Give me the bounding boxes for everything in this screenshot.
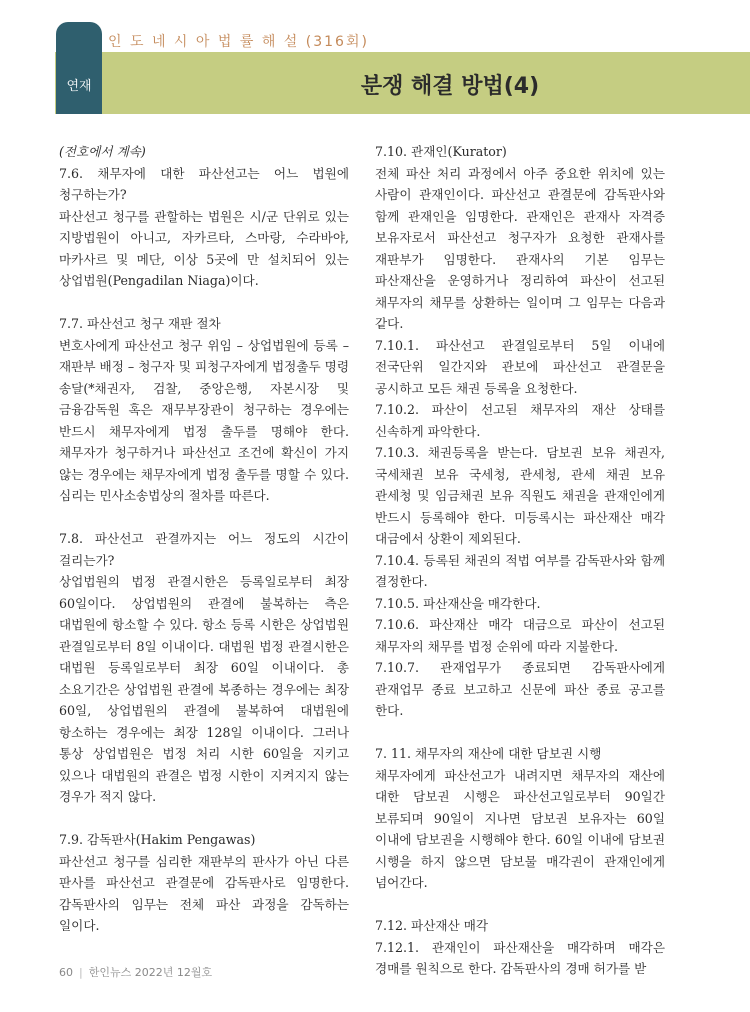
paragraph-gap: [59, 292, 349, 314]
paragraph: 7.10.4. 등록된 채권의 적법 여부를 감독판사와 함께 결정한다.: [375, 552, 665, 589]
paragraph: 상업법원의 법정 관결시한은 등록일로부터 최장 60일이다. 상업법원의 관결에 불복하는 측은 대법원에 항소할 수 있다. 항소 등록 시한은 상업법원 관결일로부터 8일 이내이다. 대법원 법정 관결시한은 대법원 등록일로부터 최장 60일 이내이다. 총 소요기간은 상업법원 관결에 복종하는 경우에는 최장 60일, 상업법원의 관결에 불복하여 대법원에 항소하는 경우에는 최장 128일 이내이다. 그러나 통상 상업법원은 법정 처리 시한 60일을 지키고 있으나 대법원의 관결은 법정 시한이 지켜지지 않는 경우가 적지 않다.: [59, 574, 349, 804]
paragraph: 7.7. 파산선고 청구 재판 절차: [59, 316, 221, 331]
paragraph: 7.9. 감독판사(Hakim Pengawas): [59, 832, 256, 847]
paragraph: 7.12.1. 관재인이 파산재산을 매각하며 매각은 경매를 원칙으로 한다. 감독판사의 경매 허가를 받: [375, 939, 665, 976]
paragraph-gap: [59, 808, 349, 830]
page-footer: [59, 964, 212, 980]
paragraph: 7.10.2. 파산이 선고된 채무자의 재산 상태를 신속하게 파악한다.: [375, 402, 665, 439]
paragraph: 7.8. 파산선고 관결까지는 어느 정도의 시간이 걸리는가?: [59, 531, 349, 568]
paragraph: 파산선고 청구를 관할하는 법원은 시/군 단위로 있는 지방법원이 아니고, 자카르타, 스마랑, 수라바야, 마카사르 및 메단, 이상 5곳에 만 설치되어 있는 상업법원(Pengadilan Niaga)이다.: [59, 208, 349, 288]
footer-separator: |: [79, 966, 83, 979]
paragraph: 7.6. 채무자에 대한 파산선고는 어느 법원에 청구하는가?: [59, 165, 349, 202]
paragraph: 7.10.6. 파산재산 매각 대금으로 파산이 선고된 채무자의 채무를 법정 순위에 따라 지불한다.: [375, 617, 665, 654]
left-column: [59, 141, 349, 937]
paragraph: 채무자에게 파산선고가 내려지면 채무자의 재산에 대한 담보권 시행은 파산선고일로부터 90일간 보류되며 90일이 지나면 담보권 보유자는 60일 이내에 담보권을 시행해야 한다. 60일 이내에 담보권 시행을 하지 않으면 담보물 매각권이 관재인에게 넘어간다.: [375, 767, 665, 890]
paragraph: 7.10.1. 파산선고 관결일로부터 5일 이내에 전국단위 일간지와 관보에 파산선고 관결문을 공시하고 모든 채권 등록을 요청한다.: [375, 337, 665, 396]
paragraph: 7.10.5. 파산재산을 매각한다.: [375, 595, 541, 611]
publication-name: 한인뉴스 2022년 12월호: [88, 966, 213, 979]
series-tab: [56, 22, 102, 114]
paragraph: 7. 11. 채무자의 재산에 대한 담보권 시행: [375, 746, 602, 761]
paragraph-gap: [375, 722, 665, 744]
paragraph: (전호에서 계속): [59, 144, 146, 159]
paragraph: 7.10. 관재인(Kurator): [375, 144, 507, 159]
paragraph: 7.10.3. 채권등록을 받는다. 담보권 보유 채권자, 국세채권 보유 국세청, 관세청, 관세 채권 보유 관세청 및 임금채권 보유 직원도 채권을 관재인에게 반드시 등록해야 한다. 미등록시는 파산재산 매각 대금에서 상환이 제외된다.: [375, 445, 665, 546]
paragraph: 7.12. 파산재산 매각: [375, 918, 489, 933]
series-tab-label: 연재: [66, 79, 92, 94]
page-number: 60: [59, 966, 73, 979]
paragraph: 전체 파산 처리 과정에서 아주 중요한 위치에 있는 사람이 관재인이다. 파산선고 관결문에 감독판사와 함께 관재인을 임명한다. 관재인은 관재사 자격증 보유자로서 파산선고 청구자가 요청한 관재사를 재판부가 임명한다. 관재사의 기본 임무는 파산재산을 운영하거나 정리하여 파산이 선고된 채무자의 채무를 상환하는 일이며 그 임무는 다음과 같다.: [375, 165, 665, 331]
paragraph-gap: [375, 894, 665, 916]
paragraph: 파산선고 청구를 심리한 재판부의 판사가 아닌 다른 판사를 파산선고 관결문에 감독판사로 임명한다. 감독판사의 임무는 전체 파산 과정을 감독하는 일이다.: [59, 853, 349, 933]
paragraph: 변호사에게 파산선고 청구 위임 – 상업법원에 등록 – 재판부 배정 – 청구자 및 피청구자에게 법정출두 명령 송달(*채권자, 검찰, 중앙은행, 자본시장 및 금융감독원 혹은 재무부장관이 청구하는 경우에는 반드시 채무자에게 법정 출두를 명해야 한다. 채무자가 청구하거나 파산선고 조건에 확신이 가지 않는 경우에는 채무자에게 법정 출두를 명할 수 있다. 심리는 민사소송법상의 절차를 따른다.: [59, 337, 349, 503]
series-tag: 인 도 네 시 아 법 률 해 설 (316회): [108, 34, 369, 50]
article-title: 분쟁 해결 방법(4): [360, 74, 540, 99]
paragraph: 7.10.7. 관재업무가 종료되면 감독판사에게 관재업무 종료 보고하고 신문에 파산 종료 공고를 한다.: [375, 660, 665, 718]
right-column: [375, 141, 665, 980]
paragraph-gap: [59, 507, 349, 529]
